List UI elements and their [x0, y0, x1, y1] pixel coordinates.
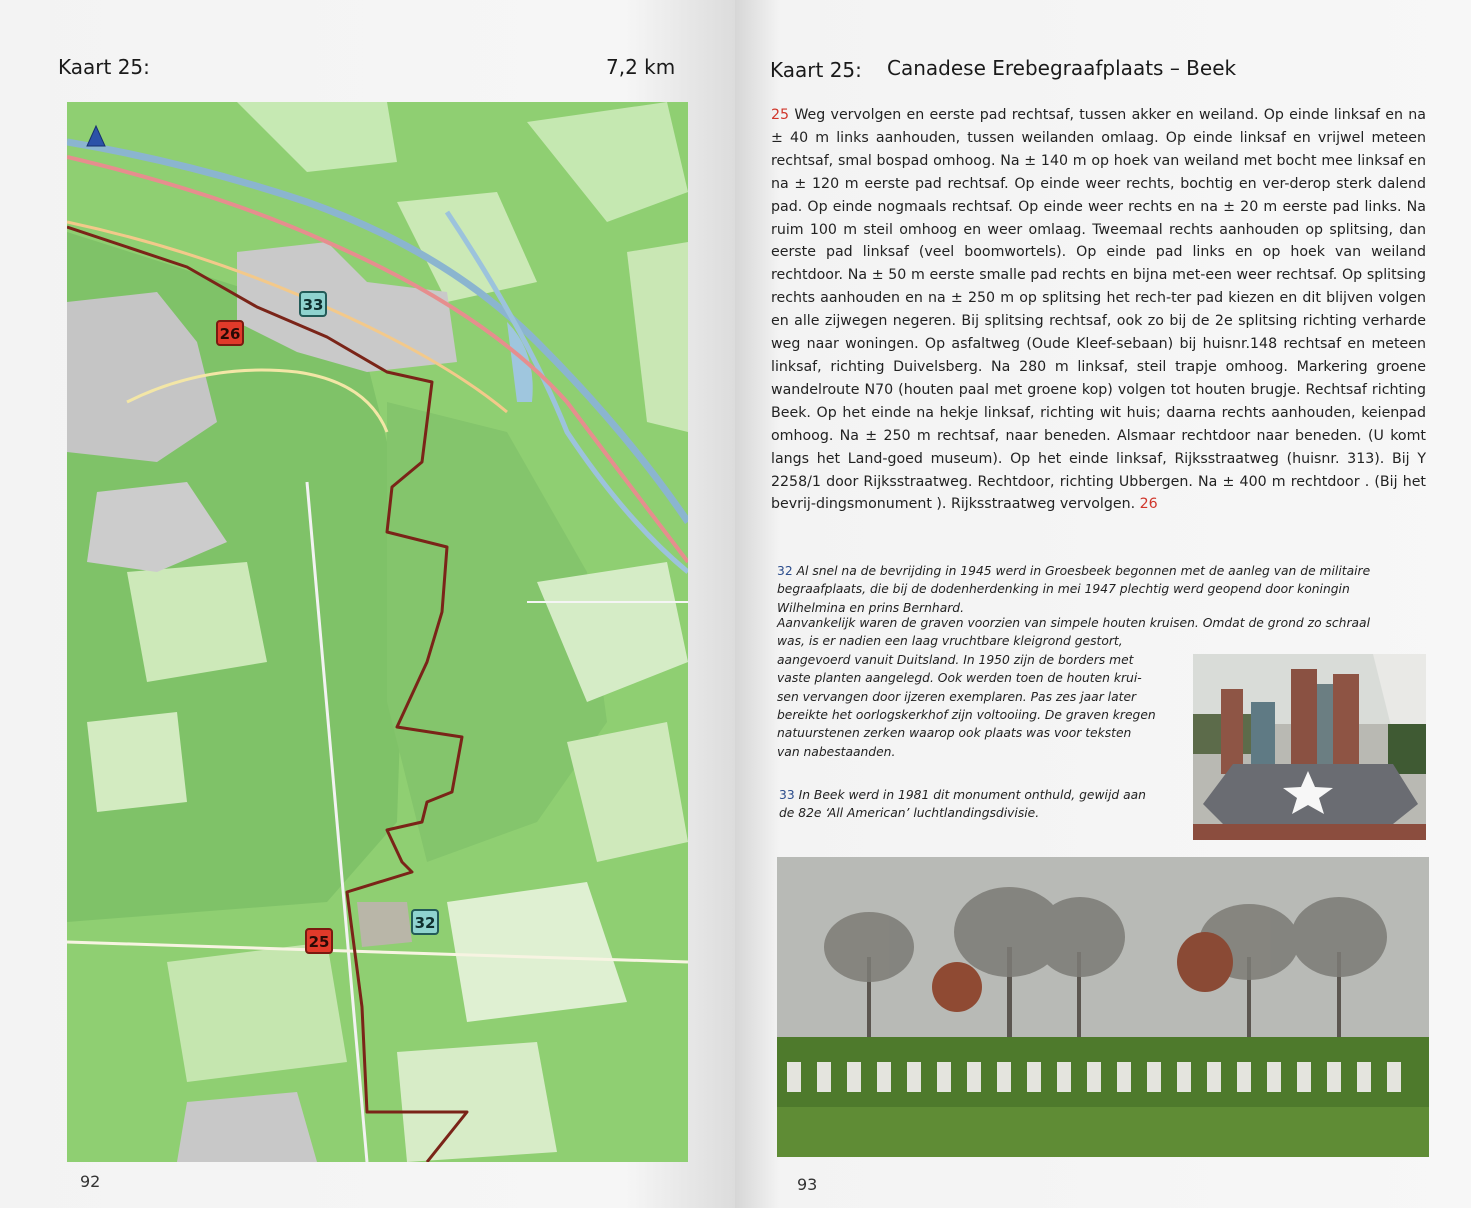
page-number: 92: [80, 1172, 101, 1191]
map-canvas: [67, 102, 688, 1162]
route-map[interactable]: [67, 102, 688, 1162]
map-marker-25[interactable]: 25: [305, 928, 333, 954]
note-32-line: Aanvankelijk waren de graven voorzien van simpele houten kruisen. Omdat de grond zo schraal: [777, 616, 1371, 630]
route-distance: 7,2 km: [606, 55, 676, 79]
note-33: [779, 786, 1199, 823]
note-32-number: 32: [777, 564, 793, 578]
map-marker-26[interactable]: 26: [216, 320, 244, 346]
route-title: Canadese Erebegraafplaats – Beek: [887, 56, 1237, 80]
left-page: [0, 0, 735, 1208]
end-waypoint-number: 26: [1139, 496, 1158, 513]
note-33-number: 33: [779, 788, 795, 802]
note-32-line: vaste planten aangelegd. Ook werden toen de houten krui-: [777, 671, 1142, 686]
map-marker-32[interactable]: 32: [411, 909, 439, 935]
note-33-line: In Beek werd in 1981 dit monument onthuld, gewijd aan: [798, 788, 1146, 802]
map-marker-33[interactable]: 33: [299, 291, 327, 317]
cemetery-photo: [777, 857, 1429, 1157]
monument-photo: [1193, 654, 1426, 840]
map-title: Kaart 25:: [58, 55, 150, 79]
note-32-line: bereikte het oorlogskerkhof zijn voltooiing. De graven kregen: [777, 708, 1156, 723]
start-waypoint-number: 25: [771, 107, 790, 123]
note-33-line: de 82e ‘All American’ luchtlandingsdivisie.: [779, 806, 1040, 821]
note-32-line: was, is er nadien een laag vruchtbare kleigrond gestort,: [777, 634, 1123, 649]
page-number: 93: [797, 1175, 818, 1194]
directions-text: Weg vervolgen en eerste pad rechtsaf, tussen akker en weiland. Op einde linksaf en na ± 40 m links aanhouden, tussen weilanden omlaag. Op einde linksaf en vrijwel meteen rechtsaf, smal bospad omhoog. Na ± 140 m op hoek van weiland met bocht mee linksaf en na ± 120 m eerste pad rechtsaf. Op einde weer rechts, bochtig en ver-derop sterk dalend pad. Op einde nogmaals rechtsaf. Op einde weer rechts en na ± 20 m eerste pad links. Na ruim 100 m steil omhoog en weer omlaag. Tweemaal rechts aanhouden op splitsing, dan eerste pad linksaf (veel boomwortels). Op einde pad links en op hoek van weiland rechtdoor. Na ± 50 m eerste smalle pad rechts en bijna met-een weer rechtsaf. Op splitsing rechts aanhouden en na ± 250 m op splitsing het rech-ter pad kiezen en dit blijven volgen en alle zijwegen negeren. Bij splitsing rechtsaf, ook zo bij de 2e splitsing richting verharde weg naar woningen. Op asfaltweg (Oude Kleef-sebaan) bij huisnr.148 rechtsaf en meteen linksaf, richting Duivelsberg. Na 280 m linksaf, steil trapje omhoog. Markering groene wandelroute N70 (houten paal met groene kop) volgen tot houten brugje. Rechtsaf richting Beek. Op het einde na hekje linksaf, richting wit huis; daarna rechts aanhouden, keienpad omhoog. Na ± 250 m rechtsaf, naar beneden. Alsmaar rechtdoor naar beneden. (U komt langs het Land-goed museum). Op het einde linksaf, Rijksstraatweg (huisnr. 313). Bij Y 2258/1 door Rijksstraatweg. Rechtdoor, richting Ubbergen. Na ± 400 m rechtdoor . (Bij het bevrij-dingsmonument ). Rijksstraatweg vervolgen.: [771, 107, 1426, 513]
note-32-intro-text: Al snel na de bevrijding in 1945 werd in Groesbeek begonnen met de aanleg van de militaire begraafplaats, die bij de dodenherdenking in mei 1947 plechtig werd geopend door koningin Wilhelmina en prins Bernhard.: [777, 564, 1371, 615]
note-32-intro: [777, 562, 1419, 617]
note-32-line: van nabestaanden.: [777, 744, 896, 759]
note-32-body: [777, 614, 1371, 761]
map-title: Kaart 25:: [770, 58, 862, 82]
route-directions: [771, 104, 1426, 516]
note-32-line: natuurstenen zerken waarop ook plaats was voor teksten: [777, 726, 1132, 741]
note-32-line: sen vervangen door ijzeren exemplaren. Pas zes jaar later: [777, 689, 1137, 704]
note-32-line: aangevoerd vanuit Duitsland. In 1950 zijn de borders met: [777, 652, 1134, 667]
